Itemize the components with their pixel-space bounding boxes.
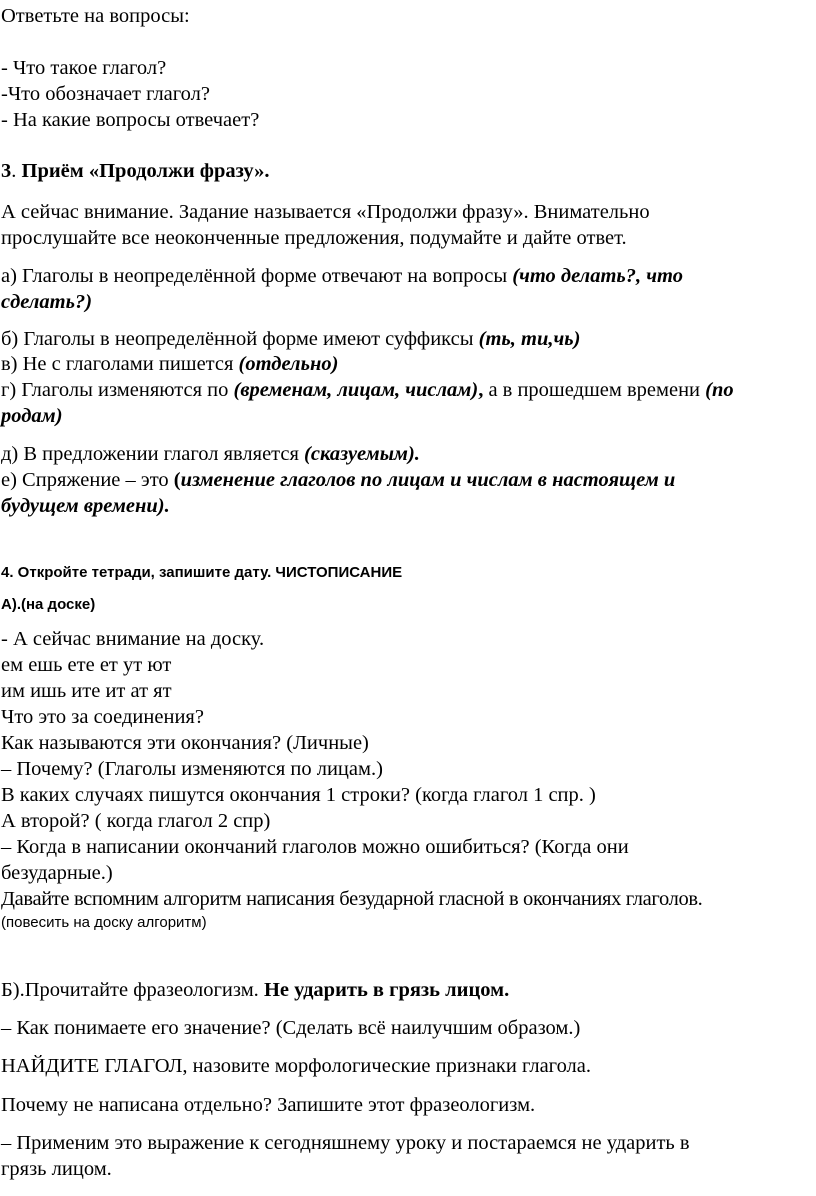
item-g-answer1: (временам, лицам, числам) [233, 379, 479, 401]
item-e-text: е) Спряжение – это [1, 469, 174, 491]
item-g-text2: а в прошедшем времени [483, 379, 706, 401]
item-v-answer: (отдельно) [238, 353, 339, 375]
item-e-paren: ( [173, 469, 181, 491]
item-e-answer-cont: будущем времени). [1, 495, 170, 517]
item-d-text: д) В предложении глагол является [1, 443, 305, 465]
section4-title: 4. Откройте тетради, запишите дату. ЧИСТОПИСАНИЕ [1, 564, 403, 581]
section4-line: - А сейчас внимание на доску. [1, 628, 265, 650]
section4-line: А второй? ( когда глагол 2 спр) [1, 810, 271, 832]
section3-intro-line: прослушайте все неоконченные предложения, подумайте и дайте ответ. [1, 227, 627, 249]
sectionB-line: грязь лицом. [1, 1158, 112, 1180]
section4-note: (повесить на доску алгоритм) [1, 914, 207, 931]
sectionB-line: Почему не написана отдельно? Запишите этот фразеологизм. [1, 1094, 536, 1116]
question-item: - Что такое глагол? [1, 57, 167, 79]
item-a [1, 264, 683, 288]
section4-line: им ишь ите ит ат ят [1, 680, 172, 702]
section4-line: – Когда в написании окончаний глаголов можно ошибиться? (Когда они [1, 836, 629, 858]
item-g-answer2: (по [705, 379, 734, 401]
section4-line: Давайте вспомним алгоритм написания безударной гласной в окончаниях глаголов. [1, 888, 703, 910]
item-b-text: б) Глаголы в неопределённой форме имеют суффиксы [1, 328, 479, 350]
item-v-text: в) Не с глаголами пишется [1, 353, 239, 375]
questions-intro: Ответьте на вопросы: [1, 5, 190, 27]
item-a-answer-cont: сделать?) [1, 291, 93, 313]
sectionB-idiom: Не ударить в грязь лицом. [263, 979, 510, 1001]
section3-intro-line: А сейчас внимание. Задание называется «Продолжи фразу». Внимательно [1, 201, 650, 223]
section4-line: безударные.) [1, 862, 113, 884]
section4-line: ем ешь ете ет ут ют [1, 654, 172, 676]
item-v [1, 352, 338, 376]
section3-sep: . [11, 160, 17, 182]
item-a-text: а) Глаголы в неопределённой форме отвечают на вопросы [1, 265, 513, 287]
item-d-answer: (сказуемым). [304, 443, 420, 465]
section4-line: – Почему? (Глаголы изменяются по лицам.) [1, 758, 383, 780]
sectionB-line: – Применим это выражение к сегодняшнему уроку и постараемся не ударить в [1, 1132, 690, 1154]
sectionB-line: – Как понимаете его значение? (Сделать всё наилучшим образом.) [1, 1017, 581, 1039]
item-g [1, 378, 734, 402]
item-b [1, 327, 580, 351]
item-d [1, 442, 420, 466]
section3-number: 3 [1, 160, 12, 182]
item-a-answer: (что делать?, что [512, 265, 683, 287]
sectionB-heading [1, 978, 509, 1002]
item-g-comma: , [478, 379, 484, 401]
item-g-answer2-cont: родам) [1, 405, 63, 427]
question-item: -Что обозначает глагол? [1, 83, 210, 105]
section4-line: Как называются эти окончания? (Личные) [1, 732, 369, 754]
sectionB-line: НАЙДИТЕ ГЛАГОЛ, назовите морфологические признаки глагола. [1, 1055, 592, 1077]
sectionB-prefix: Б).Прочитайте фразеологизм. [1, 979, 264, 1001]
item-e-answer: изменение глаголов по лицам и числам в настоящем и [180, 469, 676, 491]
item-b-answer: (ть, ти,чь) [478, 328, 581, 350]
section3-title: Приём «Продолжи фразу». [21, 160, 270, 182]
section4-sub-a: А).(на доске) [1, 596, 96, 613]
item-e [1, 468, 675, 492]
section4-line: Что это за соединения? [1, 706, 204, 728]
question-item: - На какие вопросы отвечает? [1, 109, 260, 131]
section4-line: В каких случаях пишутся окончания 1 строки? (когда глагол 1 спр. ) [1, 784, 596, 806]
item-g-text1: г) Глаголы изменяются по [1, 379, 234, 401]
section3-heading [1, 159, 270, 183]
